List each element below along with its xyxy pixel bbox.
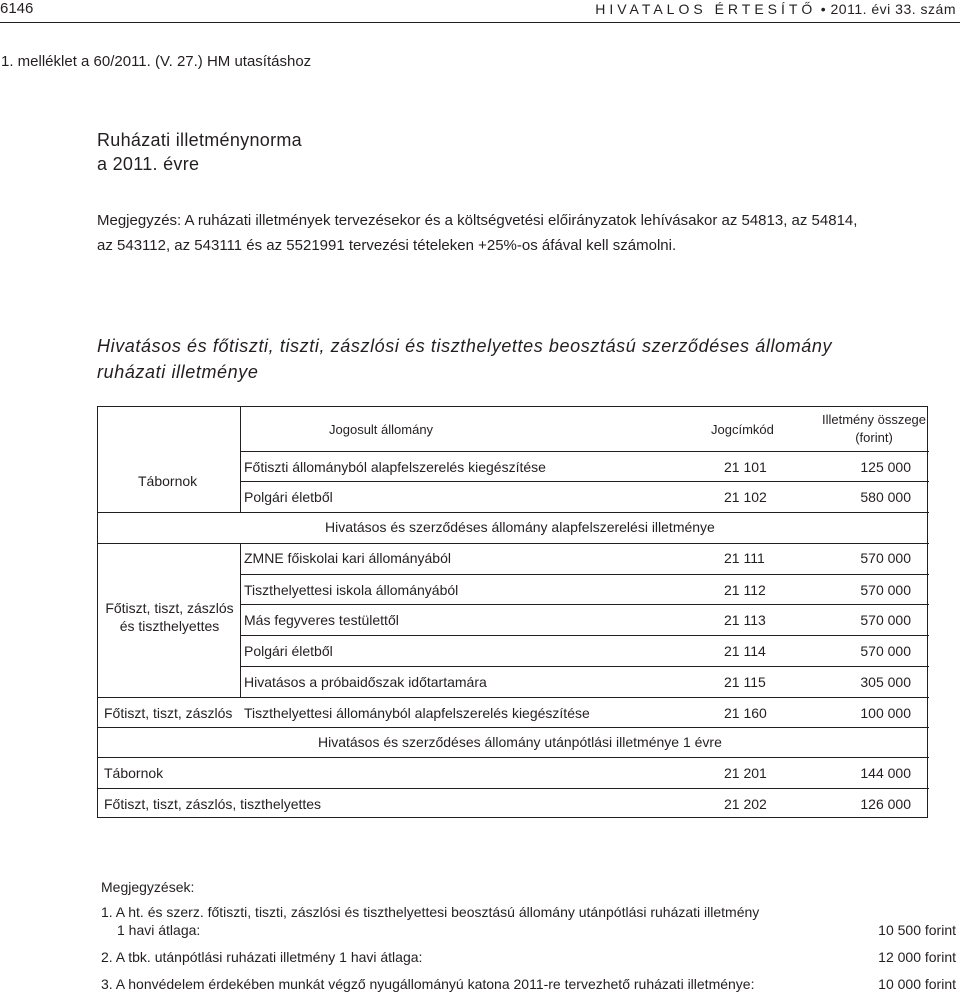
row-desc: Polgári életből bbox=[244, 489, 333, 505]
running-header bbox=[0, 0, 960, 24]
grid-line bbox=[240, 574, 929, 575]
grid-line bbox=[98, 727, 929, 728]
row-code: 21 202 bbox=[724, 796, 767, 812]
note-item bbox=[101, 975, 956, 993]
grid-line bbox=[240, 635, 929, 636]
issue-number: 2011. évi 33. szám bbox=[830, 1, 956, 17]
header-amount-line1: Illetmény összege bbox=[821, 412, 927, 427]
row-desc: Polgári életből bbox=[244, 643, 333, 659]
row-amount: 570 000 bbox=[860, 582, 911, 598]
intro-note-line2: az 543112, az 543111 és az 5521991 tervezési tételeken +25%-os áfával kell számolni. bbox=[97, 237, 677, 254]
header-rule bbox=[0, 22, 960, 23]
header-amount-line2: (forint) bbox=[855, 430, 893, 445]
note-text-line2: 1 havi átlaga: bbox=[117, 922, 201, 938]
subtitle-replenish: Hivatásos és szerződéses állomány utánpótlási illetménye 1 évre bbox=[318, 734, 722, 750]
note-amount: 10 500 forint bbox=[878, 922, 956, 938]
norm-title-line2: a 2011. évre bbox=[97, 154, 200, 174]
row-code: 21 111 bbox=[724, 550, 765, 566]
row-amount: 305 000 bbox=[860, 674, 911, 690]
note-amount: 12 000 forint bbox=[878, 949, 956, 965]
grid-line bbox=[98, 697, 929, 698]
group-officers-line2: és tiszthelyettes bbox=[119, 618, 220, 634]
intro-note bbox=[97, 208, 957, 258]
group-officers-short: Főtiszt, tiszt, zászlós bbox=[104, 705, 233, 721]
row-amount: 125 000 bbox=[860, 459, 911, 475]
grid-line bbox=[240, 407, 241, 512]
row-desc: Tábornok bbox=[104, 765, 164, 781]
annex-reference: 1. melléklet a 60/2011. (V. 27.) HM utasításhoz bbox=[1, 53, 312, 70]
publication-name: HIVATALOS ÉRTESÍTŐ bbox=[595, 1, 817, 17]
section-title-line1: Hivatásos és főtiszti, tiszti, zászlósi és tiszthelyettes beosztású szerződéses állomány bbox=[97, 336, 833, 356]
row-desc: Más fegyveres testülettől bbox=[244, 612, 399, 628]
publication-info bbox=[595, 0, 956, 18]
grid-line bbox=[98, 543, 929, 544]
row-amount: 570 000 bbox=[860, 612, 911, 628]
row-desc: ZMNE főiskolai kari állományából bbox=[244, 550, 451, 566]
norm-title bbox=[97, 128, 302, 176]
grid-line bbox=[240, 543, 241, 698]
row-code: 21 114 bbox=[724, 643, 766, 659]
grid-line bbox=[240, 604, 929, 605]
note-item bbox=[101, 948, 956, 966]
row-code: 21 102 bbox=[724, 489, 767, 505]
row-amount: 144 000 bbox=[860, 765, 911, 781]
notes-heading: Megjegyzések: bbox=[101, 879, 195, 895]
bullet-separator: • bbox=[820, 1, 827, 17]
header-code: Jogcímkód bbox=[711, 422, 774, 437]
row-code: 21 201 bbox=[724, 765, 767, 781]
grid-line bbox=[98, 757, 929, 758]
intro-note-line1: Megjegyzés: A ruházati illetmények tervezésekor és a költségvetési előirányzatok lehívásakor az 54813, az 54814, bbox=[97, 212, 858, 229]
grid-line bbox=[98, 512, 929, 513]
section-title bbox=[97, 333, 927, 385]
row-code: 21 115 bbox=[724, 674, 766, 690]
note-text-line1: 2. A tbk. utánpótlási ruházati illetmény 1 havi átlaga: bbox=[101, 949, 423, 965]
grid-line bbox=[240, 666, 929, 667]
row-code: 21 101 bbox=[724, 459, 767, 475]
header-amount bbox=[819, 411, 929, 447]
row-amount: 580 000 bbox=[860, 489, 911, 505]
note-text-line1: 3. A honvédelem érdekében munkát végző nyugállományú katona 2011-re tervezhető ruházati illetménye: bbox=[101, 976, 755, 992]
row-desc: Hivatásos a próbaidőszak időtartamára bbox=[244, 674, 487, 690]
note-item bbox=[101, 903, 956, 939]
row-desc: Tiszthelyettesi iskola állományából bbox=[244, 582, 459, 598]
row-desc: Főtiszt, tiszt, zászlós, tiszthelyettes bbox=[104, 796, 322, 812]
row-code: 21 160 bbox=[724, 705, 767, 721]
row-amount: 126 000 bbox=[860, 796, 911, 812]
row-amount: 570 000 bbox=[860, 550, 911, 566]
allowance-table bbox=[97, 406, 928, 818]
group-officers-line1: Főtiszt, tiszt, zászlós bbox=[105, 600, 234, 616]
row-amount: 570 000 bbox=[860, 643, 911, 659]
subtitle-basic: Hivatásos és szerződéses állomány alapfelszerelési illetménye bbox=[325, 519, 715, 535]
norm-title-line1: Ruházati illetménynorma bbox=[97, 130, 302, 150]
group-generals: Tábornok bbox=[138, 473, 198, 489]
note-amount: 10 000 forint bbox=[878, 976, 956, 992]
grid-line bbox=[240, 481, 929, 482]
grid-line bbox=[98, 788, 929, 789]
page-number: 6146 bbox=[0, 0, 34, 17]
row-code: 21 112 bbox=[724, 582, 766, 598]
row-amount: 100 000 bbox=[860, 705, 911, 721]
row-desc: Tiszthelyettesi állományból alapfelszerelés kiegészítése bbox=[244, 705, 590, 721]
section-title-line2: ruházati illetménye bbox=[97, 362, 259, 382]
row-code: 21 113 bbox=[724, 612, 766, 628]
grid-line bbox=[240, 451, 929, 452]
group-officers bbox=[98, 599, 241, 635]
row-desc: Főtiszti állományból alapfelszerelés kiegészítése bbox=[244, 459, 546, 475]
note-text-line1: 1. A ht. és szerz. főtiszti, tiszti, zászlósi és tiszthelyettesi beosztású állomány utánpótlási ruházati illetmény bbox=[101, 904, 760, 920]
header-entitled: Jogosult állomány bbox=[329, 422, 434, 437]
